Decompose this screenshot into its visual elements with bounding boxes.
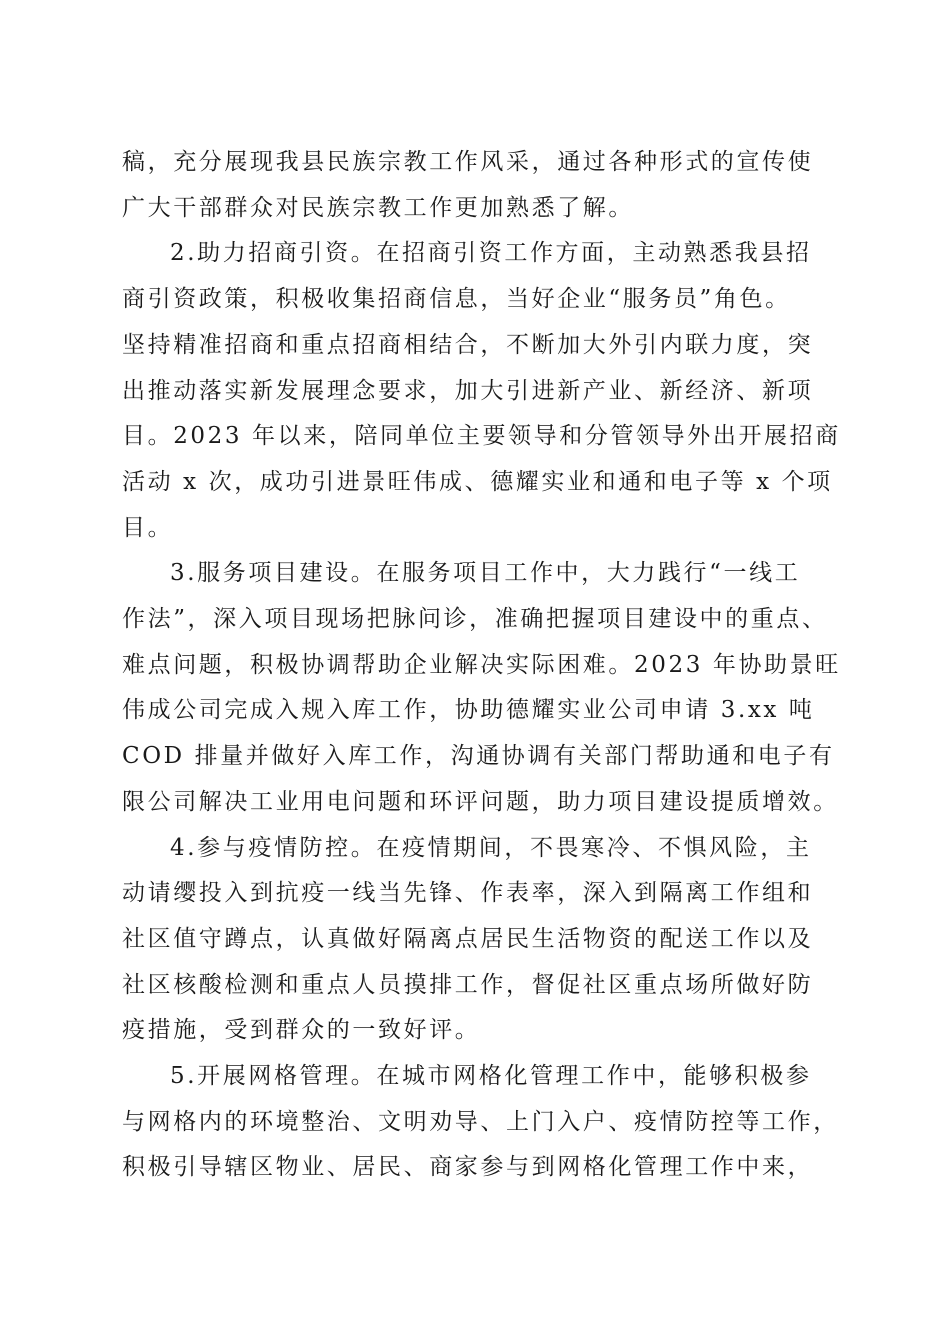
text-line: 积极引导辖区物业、居民、商家参与到网格化管理工作中来， <box>122 1154 814 1181</box>
text-line: 作法”，深入项目现场把脉问诊，准确把握项目建设中的重点、 <box>122 606 828 633</box>
text-line: 与网格内的环境整治、文明劝导、上门入户、疫情防控等工作， <box>122 1108 839 1135</box>
document-body <box>122 140 841 1191</box>
text-line: 难点问题，积极协调帮助企业解决实际困难。2023 年协助景旺 <box>122 651 841 678</box>
text-line: COD 排量并做好入库工作，沟通协调有关部门帮助通和电子有 <box>122 743 835 770</box>
text-line: 活动 x 次，成功引进景旺伟成、德耀实业和通和电子等 x 个项 <box>122 468 833 495</box>
text-line: 5.开展网格管理。在城市网格化管理工作中，能够积极参 <box>170 1063 812 1090</box>
text-line: 商引资政策，积极收集招商信息，当好企业“服务员”角色。 <box>122 286 791 313</box>
text-line: 2.助力招商引资。在招商引资工作方面，主动熟悉我县招 <box>170 240 812 267</box>
text-line: 社区核酸检测和重点人员摸排工作，督促社区重点场所做好防 <box>122 971 814 998</box>
paragraph-item-3 <box>122 551 841 825</box>
text-line: 坚持精准招商和重点招商相结合，不断加大外引内联力度，突 <box>122 331 814 358</box>
text-line: 疫措施，受到群众的一致好评。 <box>122 1017 481 1044</box>
text-line: 限公司解决工业用电问题和环评问题，助力项目建设提质增效。 <box>122 788 839 815</box>
text-line: 社区值守蹲点，认真做好隔离点居民生活物资的配送工作以及 <box>122 925 814 952</box>
paragraph-item-5 <box>122 1054 839 1191</box>
text-line: 4.参与疫情防控。在疫情期间，不畏寒冷、不惧风险，主 <box>170 834 812 861</box>
text-line: 伟成公司完成入规入库工作，协助德耀实业公司申请 3.xx 吨 <box>122 697 815 724</box>
text-line: 动请缨投入到抗疫一线当先锋、作表率，深入到隔离工作组和 <box>122 880 814 907</box>
text-line: 广大干部群众对民族宗教工作更加熟悉了解。 <box>122 194 634 221</box>
text-line: 目。 <box>122 514 174 541</box>
paragraph-continuation <box>122 140 834 231</box>
paragraph-item-2 <box>122 231 841 551</box>
text-line: 3.服务项目建设。在服务项目工作中，大力践行“一线工 <box>170 560 801 587</box>
text-line: 出推动落实新发展理念要求，加大引进新产业、新经济、新项 <box>122 377 814 404</box>
text-line: 稿，充分展现我县民族宗教工作风采，通过各种形式的宣传使 <box>122 149 814 175</box>
text-line: 目。2023 年以来，陪同单位主要领导和分管领导外出开展招商 <box>122 423 841 450</box>
paragraph-item-4 <box>122 826 834 1055</box>
